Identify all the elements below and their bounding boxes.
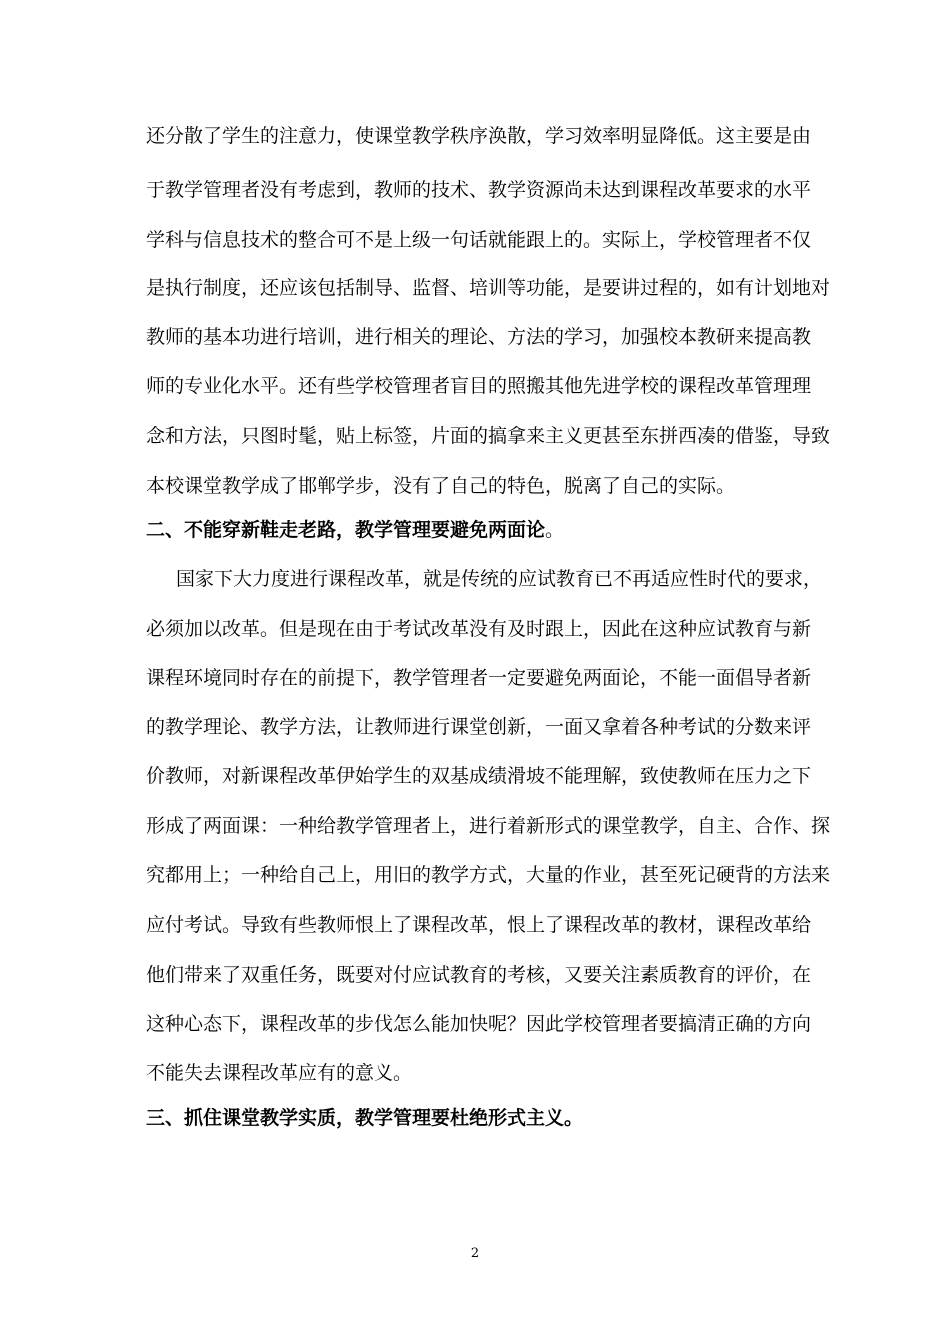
paragraph-line: 价教师，对新课程改革伊始学生的双基成绩滑坡不能理解，致使教师在压力之下 xyxy=(146,765,812,787)
paragraph-line: 应付考试。导致有些教师恨上了课程改革，恨上了课程改革的教材，课程改革给 xyxy=(146,914,812,936)
paragraph-line: 课程环境同时存在的前提下，教学管理者一定要避免两面论，不能一面倡导者新 xyxy=(146,667,812,689)
paragraph-line: 这种心态下，课程改革的步伐怎么能加快呢？因此学校管理者要搞清正确的方向 xyxy=(146,1013,812,1035)
paragraph-line: 还分散了学生的注意力，使课堂教学秩序涣散，学习效率明显降低。这主要是由 xyxy=(146,125,812,147)
section-heading-2-period: 。 xyxy=(545,519,565,541)
paragraph-line: 念和方法，只图时髦，贴上标签，片面的搞拿来主义更甚至东拼西凑的借鉴，导致 xyxy=(146,425,831,447)
section-heading-2 xyxy=(146,518,564,542)
paragraph-line: 教师的基本功进行培训，进行相关的理论、方法的学习，加强校本教研来提高教 xyxy=(146,326,812,348)
paragraph-line: 于教学管理者没有考虑到，教师的技术、教学资源尚未达到课程改革要求的水平 xyxy=(146,179,812,201)
page-number: 2 xyxy=(470,1246,480,1261)
paragraph-line: 他们带来了双重任务，既要对付应试教育的考核，又要关注素质教育的评价，在 xyxy=(146,964,812,986)
paragraph-line: 究都用上；一种给自己上，用旧的教学方式，大量的作业，甚至死记硬背的方法来 xyxy=(146,864,831,886)
paragraph-line: 形成了两面课：一种给教学管理者上，进行着新形式的课堂教学，自主、合作、探 xyxy=(146,815,831,837)
paragraph-line: 师的专业化水平。还有些学校管理者盲目的照搬其他先进学校的课程改革管理理 xyxy=(146,375,812,397)
paragraph-line: 必须加以改革。但是现在由于考试改革没有及时跟上，因此在这种应试教育与新 xyxy=(146,618,812,640)
paragraph-line: 本校课堂教学成了邯郸学步，没有了自己的特色，脱离了自己的实际。 xyxy=(146,475,736,497)
paragraph-line: 学科与信息技术的整合可不是上级一句话就能跟上的。实际上，学校管理者不仅 xyxy=(146,229,812,251)
paragraph-line: 不能失去课程改革应有的意义。 xyxy=(146,1062,413,1084)
paragraph-line: 国家下大力度进行课程改革，就是传统的应试教育已不再适应性时代的要求， xyxy=(176,568,823,590)
section-heading-2-text: 二、不能穿新鞋走老路，教学管理要避免两面论 xyxy=(146,519,546,541)
paragraph-line: 是执行制度，还应该包括制导、监督、培训等功能，是要讲过程的，如有计划地对 xyxy=(146,277,831,299)
paragraph-line: 的教学理论、教学方法，让教师进行课堂创新，一面又拿着各种考试的分数来评 xyxy=(146,716,812,738)
section-heading-3: 三、抓住课堂教学实质，教学管理要杜绝形式主义。 xyxy=(146,1107,584,1129)
